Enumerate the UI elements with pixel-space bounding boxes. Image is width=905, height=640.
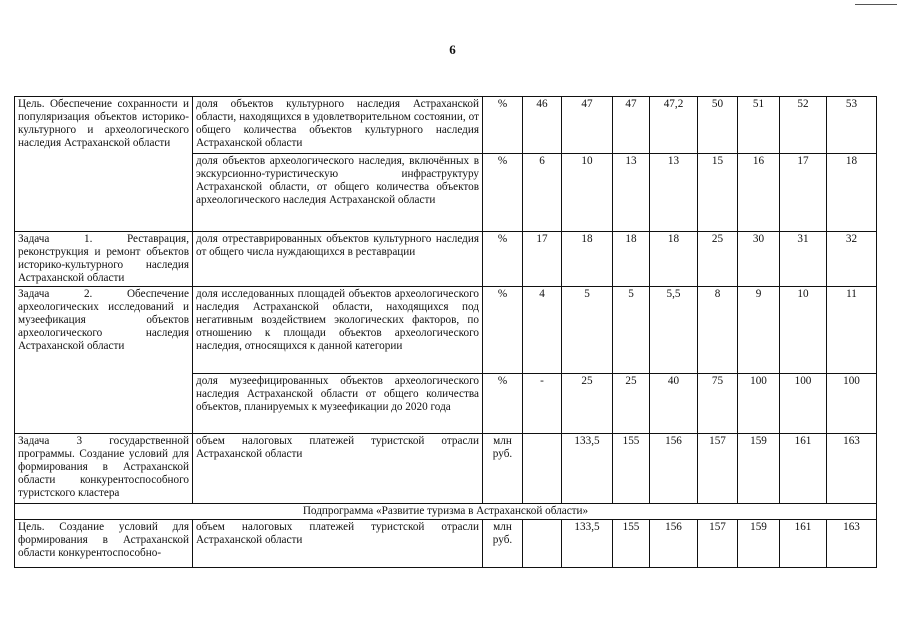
corner-mark xyxy=(855,4,897,5)
value-cell: 18 xyxy=(827,154,877,232)
value-cell: 50 xyxy=(698,97,738,154)
value-cell: 16 xyxy=(738,154,780,232)
unit-cell: % xyxy=(483,154,523,232)
value-cell: 163 xyxy=(827,520,877,568)
value-cell: 161 xyxy=(780,520,827,568)
value-cell: 100 xyxy=(738,374,780,434)
value-cell: 161 xyxy=(780,434,827,504)
goal-cell: Задача 2. Обеспечение археологических исследований и музеефикация объектов археологического наследия Астраханской области xyxy=(15,287,193,434)
value-cell: 155 xyxy=(613,434,650,504)
value-cell: 25 xyxy=(698,232,738,287)
value-cell: 157 xyxy=(698,520,738,568)
value-cell: 47,2 xyxy=(650,97,698,154)
table-row xyxy=(15,520,877,568)
table-row xyxy=(15,434,877,504)
value-cell: 47 xyxy=(562,97,613,154)
value-cell: 157 xyxy=(698,434,738,504)
value-cell: 9 xyxy=(738,287,780,374)
goal-cell: Цель. Создание условий для формирования в Астраханской области конкурентоспособно- xyxy=(15,520,193,568)
value-cell: 5 xyxy=(613,287,650,374)
indicator-cell: доля отреставрированных объектов культурного наследия от общего числа нуждающихся в реставрации xyxy=(193,232,483,287)
value-cell: 25 xyxy=(613,374,650,434)
value-cell: 163 xyxy=(827,434,877,504)
value-cell: 133,5 xyxy=(562,434,613,504)
value-cell: 53 xyxy=(827,97,877,154)
value-cell: 18 xyxy=(613,232,650,287)
value-cell xyxy=(523,434,562,504)
value-cell: 18 xyxy=(650,232,698,287)
table-row xyxy=(15,232,877,287)
unit-cell: млн руб. xyxy=(483,434,523,504)
unit-cell: % xyxy=(483,232,523,287)
value-cell: 32 xyxy=(827,232,877,287)
value-cell: 47 xyxy=(613,97,650,154)
value-cell: 10 xyxy=(562,154,613,232)
value-cell: 133,5 xyxy=(562,520,613,568)
value-cell: 155 xyxy=(613,520,650,568)
value-cell: 40 xyxy=(650,374,698,434)
value-cell: 30 xyxy=(738,232,780,287)
unit-cell: % xyxy=(483,287,523,374)
value-cell: 100 xyxy=(780,374,827,434)
value-cell: 15 xyxy=(698,154,738,232)
value-cell: 5,5 xyxy=(650,287,698,374)
goal-cell: Задача 1. Реставрация, реконструкция и ремонт объектов историко-культурного наследия Астраханской области xyxy=(15,232,193,287)
value-cell: 25 xyxy=(562,374,613,434)
indicator-cell: доля объектов археологического наследия, включённых в экскурсионно-туристическую инфраструктуру Астраханской области, от общего количества объектов археологического наследия Астраханской области xyxy=(193,154,483,232)
value-cell: 10 xyxy=(780,287,827,374)
value-cell: 6 xyxy=(523,154,562,232)
value-cell: 159 xyxy=(738,520,780,568)
value-cell xyxy=(523,520,562,568)
table-row xyxy=(15,97,877,154)
unit-cell: млн руб. xyxy=(483,520,523,568)
value-cell: 159 xyxy=(738,434,780,504)
value-cell: 156 xyxy=(650,520,698,568)
subprogram-row xyxy=(15,504,877,520)
indicators-table xyxy=(14,96,877,568)
unit-cell: % xyxy=(483,97,523,154)
page-number: 6 xyxy=(449,42,456,57)
value-cell: 31 xyxy=(780,232,827,287)
indicator-cell: объем налоговых платежей туристской отрасли Астраханской области xyxy=(193,520,483,568)
goal-cell: Задача 3 государственной программы. Создание условий для формирования в Астраханской области конкурентоспособного туристского кластера xyxy=(15,434,193,504)
value-cell: 46 xyxy=(523,97,562,154)
value-cell: 17 xyxy=(523,232,562,287)
value-cell: 4 xyxy=(523,287,562,374)
value-cell: 8 xyxy=(698,287,738,374)
value-cell: 156 xyxy=(650,434,698,504)
unit-cell: % xyxy=(483,374,523,434)
indicator-cell: доля объектов культурного наследия Астраханской области, находящихся в удовлетворительном состоянии, от общего количества объектов культурного наследия Астраханской области xyxy=(193,97,483,154)
indicator-cell: доля исследованных площадей объектов археологического наследия Астраханской области, находящихся под негативным воздействием экологических факторов, по отношению к площади объектов археологического наследия, относящихся к данной категории xyxy=(193,287,483,374)
value-cell: 75 xyxy=(698,374,738,434)
value-cell: 52 xyxy=(780,97,827,154)
goal-cell: Цель. Обеспечение сохранности и популяризация объектов историко-культурного и археологического наследия Астраханской области xyxy=(15,97,193,232)
value-cell: 11 xyxy=(827,287,877,374)
value-cell: 5 xyxy=(562,287,613,374)
value-cell: 51 xyxy=(738,97,780,154)
value-cell: 18 xyxy=(562,232,613,287)
value-cell: 17 xyxy=(780,154,827,232)
value-cell: 13 xyxy=(650,154,698,232)
indicator-cell: объем налоговых платежей туристской отрасли Астраханской области xyxy=(193,434,483,504)
value-cell: 13 xyxy=(613,154,650,232)
value-cell: - xyxy=(523,374,562,434)
value-cell: 100 xyxy=(827,374,877,434)
indicator-cell: доля музеефицированных объектов археологического наследия Астраханской области от общего количества объектов, планируемых к музеефикации до 2020 года xyxy=(193,374,483,434)
table-row xyxy=(15,287,877,374)
subprogram-header: Подпрограмма «Развитие туризма в Астраханской области» xyxy=(15,504,877,520)
